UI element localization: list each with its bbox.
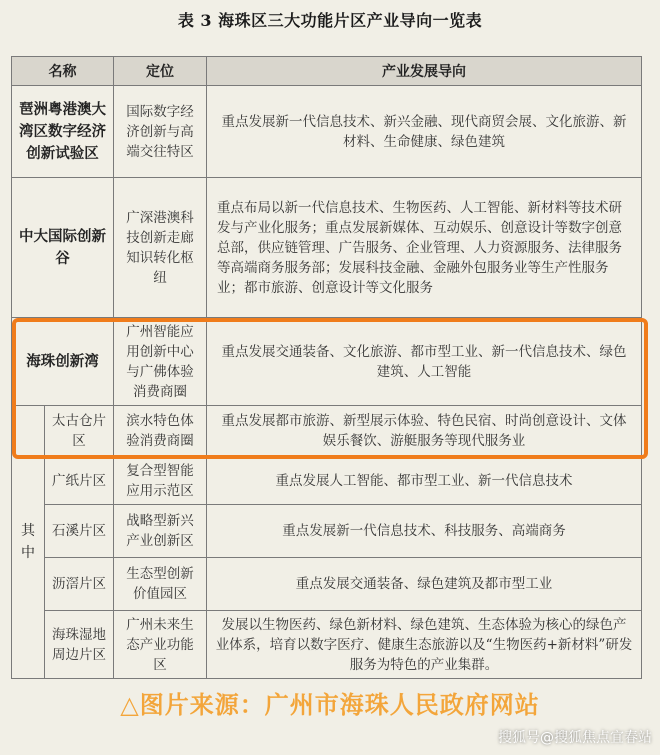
table-row (12, 318, 642, 406)
sub-row-name: 沥滘片区 (45, 558, 114, 611)
row-position: 国际数字经济创新与高端交往特区 (114, 86, 207, 178)
row-direction: 重点布局以新一代信息技术、生物医药、人工智能、新材料等技术研发与产业化服务；重点发展新媒体、互动娱乐、创意设计等数字创意总部，供应链管理、广告服务、企业管理、人力资源服务、法律服务等高端商务服务部；发展科技金融、金融外包服务业等生产性服务业；都市旅游、创意设计等文化服务 (207, 178, 642, 318)
sub-row-name: 海珠湿地周边片区 (45, 611, 114, 679)
row-direction: 重点发展交通装备、文化旅游、都市型工业、新一代信息技术、绿色建筑、人工智能 (207, 318, 642, 406)
table-row (12, 457, 642, 505)
row-position: 广州智能应用创新中心与广佛体验消费商圈 (114, 318, 207, 406)
source-caption: △图片来源：广州市海珠人民政府网站 (120, 691, 540, 719)
row-position: 广深港澳科技创新走廊知识转化枢纽 (114, 178, 207, 318)
sub-row-direction: 重点发展都市旅游、新型展示体验、特色民宿、时尚创意设计、文体娱乐餐饮、游艇服务等现代服务业 (207, 406, 642, 457)
sub-row-name: 广纸片区 (45, 457, 114, 505)
row-name: 琶洲粤港澳大湾区数字经济创新试验区 (12, 86, 114, 178)
sub-row-position: 战略型新兴产业创新区 (114, 505, 207, 558)
watermark: 搜狐号@搜狐焦点宜春站 (498, 730, 652, 746)
sub-row-position: 生态型创新价值园区 (114, 558, 207, 611)
table-row (12, 406, 642, 457)
row-name: 海珠创新湾 (12, 318, 114, 406)
table-row (12, 505, 642, 558)
sub-row-name: 太古仓片区 (45, 406, 114, 457)
table-header-row (12, 57, 642, 86)
table-row (12, 86, 642, 178)
header-name: 名称 (12, 57, 114, 86)
industry-table (11, 56, 642, 679)
sub-row-name: 石溪片区 (45, 505, 114, 558)
sub-row-direction: 发展以生物医药、绿色新材料、绿色建筑、生态体验为核心的绿色产业体系，培育以数字医疗、健康生态旅游以及“生物医药+新材料”研发服务为特色的产业集群。 (207, 611, 642, 679)
table-title: 表 3 海珠区三大功能片区产业导向一览表 (177, 11, 483, 30)
sub-row-direction: 重点发展新一代信息技术、科技服务、高端商务 (207, 505, 642, 558)
sub-group-label: 其中 (12, 406, 45, 679)
sub-row-position: 复合型智能应用示范区 (114, 457, 207, 505)
table-row (12, 558, 642, 611)
sub-row-position: 滨水特色体验消费商圈 (114, 406, 207, 457)
sub-row-position: 广州未来生态产业功能区 (114, 611, 207, 679)
table-row (12, 178, 642, 318)
row-name: 中大国际创新谷 (12, 178, 114, 318)
table-row (12, 611, 642, 679)
sub-row-direction: 重点发展人工智能、都市型工业、新一代信息技术 (207, 457, 642, 505)
sub-row-direction: 重点发展交通装备、绿色建筑及都市型工业 (207, 558, 642, 611)
header-direction: 产业发展导向 (207, 57, 642, 86)
row-direction: 重点发展新一代信息技术、新兴金融、现代商贸会展、文化旅游、新材料、生命健康、绿色建筑 (207, 86, 642, 178)
header-position: 定位 (114, 57, 207, 86)
